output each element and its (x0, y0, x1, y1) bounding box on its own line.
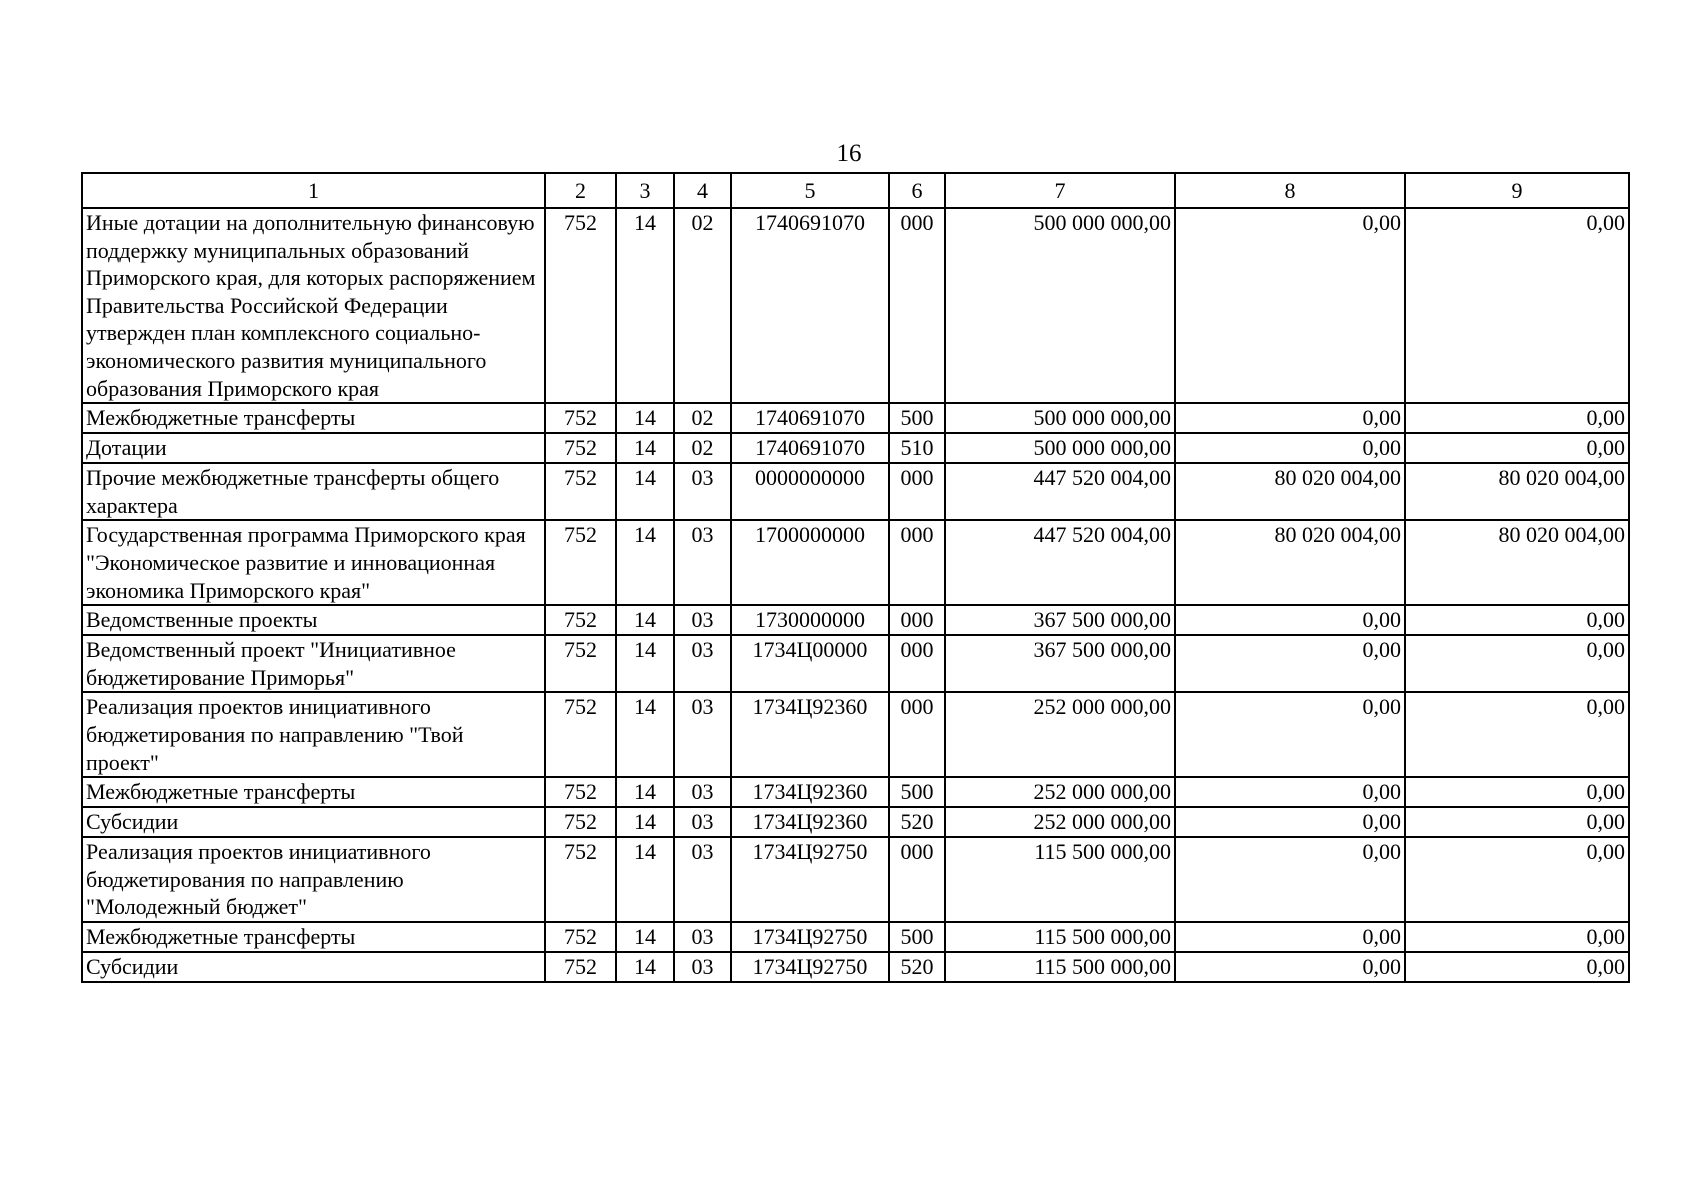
column-header: 9 (1405, 173, 1629, 208)
cell-ministry: 752 (545, 837, 616, 922)
table-row (82, 605, 1629, 635)
cell-expense-type: 510 (889, 433, 945, 463)
cell-amount-9: 80 020 004,00 (1405, 463, 1629, 520)
cell-amount-8: 0,00 (1175, 837, 1405, 922)
cell-section: 14 (616, 922, 674, 952)
table-row (82, 403, 1629, 433)
cell-amount-9: 0,00 (1405, 403, 1629, 433)
column-header: 3 (616, 173, 674, 208)
table-row (82, 463, 1629, 520)
cell-amount-8: 0,00 (1175, 777, 1405, 807)
cell-amount-7: 500 000 000,00 (945, 208, 1175, 403)
cell-amount-9: 0,00 (1405, 837, 1629, 922)
cell-expense-type: 000 (889, 635, 945, 692)
cell-section: 14 (616, 777, 674, 807)
cell-section: 14 (616, 635, 674, 692)
cell-amount-7: 115 500 000,00 (945, 952, 1175, 982)
row-name: Ведомственные проекты (82, 605, 545, 635)
table-row (82, 208, 1629, 403)
cell-subsection: 02 (674, 208, 731, 403)
cell-amount-9: 0,00 (1405, 635, 1629, 692)
cell-target-article: 1740691070 (731, 208, 889, 403)
cell-amount-7: 252 000 000,00 (945, 692, 1175, 777)
cell-expense-type: 000 (889, 837, 945, 922)
cell-section: 14 (616, 605, 674, 635)
cell-target-article: 1734Ц92750 (731, 837, 889, 922)
row-name: Субсидии (82, 807, 545, 837)
cell-ministry: 752 (545, 208, 616, 403)
column-header: 8 (1175, 173, 1405, 208)
cell-ministry: 752 (545, 952, 616, 982)
cell-amount-7: 252 000 000,00 (945, 807, 1175, 837)
cell-amount-8: 0,00 (1175, 692, 1405, 777)
cell-section: 14 (616, 807, 674, 837)
cell-section: 14 (616, 952, 674, 982)
cell-ministry: 752 (545, 635, 616, 692)
table-row (82, 922, 1629, 952)
table-row (82, 692, 1629, 777)
cell-section: 14 (616, 692, 674, 777)
cell-subsection: 03 (674, 807, 731, 837)
column-header: 2 (545, 173, 616, 208)
cell-amount-7: 367 500 000,00 (945, 635, 1175, 692)
table-row (82, 837, 1629, 922)
cell-expense-type: 500 (889, 777, 945, 807)
cell-amount-7: 252 000 000,00 (945, 777, 1175, 807)
column-header: 5 (731, 173, 889, 208)
page-number: 16 (836, 140, 862, 167)
table-row (82, 520, 1629, 605)
cell-target-article: 1740691070 (731, 403, 889, 433)
cell-ministry: 752 (545, 403, 616, 433)
cell-section: 14 (616, 463, 674, 520)
row-name: Прочие межбюджетные трансферты общего характера (82, 463, 545, 520)
cell-target-article: 1734Ц92750 (731, 952, 889, 982)
row-name: Иные дотации на дополнительную финансовую поддержку муниципальных образований Приморского края, для которых распоряжением Правительства Российской Федерации утвержден план комплексного социально-экономического развития муниципального образования Приморского края (82, 208, 545, 403)
row-name: Реализация проектов инициативного бюджетирования по направлению "Твой проект" (82, 692, 545, 777)
cell-subsection: 03 (674, 952, 731, 982)
row-name: Государственная программа Приморского края "Экономическое развитие и инновационная экономика Приморского края" (82, 520, 545, 605)
cell-target-article: 0000000000 (731, 463, 889, 520)
cell-amount-7: 500 000 000,00 (945, 433, 1175, 463)
cell-target-article: 1734Ц92750 (731, 922, 889, 952)
cell-amount-9: 80 020 004,00 (1405, 520, 1629, 605)
row-name: Реализация проектов инициативного бюджетирования по направлению "Молодежный бюджет" (82, 837, 545, 922)
cell-section: 14 (616, 837, 674, 922)
cell-subsection: 03 (674, 777, 731, 807)
row-name: Дотации (82, 433, 545, 463)
cell-expense-type: 500 (889, 922, 945, 952)
cell-target-article: 1700000000 (731, 520, 889, 605)
cell-amount-8: 0,00 (1175, 208, 1405, 403)
row-name: Межбюджетные трансферты (82, 403, 545, 433)
cell-subsection: 02 (674, 403, 731, 433)
cell-expense-type: 000 (889, 463, 945, 520)
table-row (82, 777, 1629, 807)
cell-target-article: 1734Ц92360 (731, 807, 889, 837)
cell-ministry: 752 (545, 605, 616, 635)
cell-amount-9: 0,00 (1405, 433, 1629, 463)
cell-ministry: 752 (545, 807, 616, 837)
cell-amount-8: 0,00 (1175, 952, 1405, 982)
table-row (82, 433, 1629, 463)
cell-amount-7: 115 500 000,00 (945, 837, 1175, 922)
cell-ministry: 752 (545, 520, 616, 605)
cell-amount-7: 367 500 000,00 (945, 605, 1175, 635)
cell-amount-9: 0,00 (1405, 952, 1629, 982)
cell-amount-9: 0,00 (1405, 922, 1629, 952)
cell-expense-type: 520 (889, 807, 945, 837)
cell-target-article: 1734Ц92360 (731, 777, 889, 807)
cell-amount-9: 0,00 (1405, 605, 1629, 635)
cell-target-article: 1740691070 (731, 433, 889, 463)
cell-expense-type: 000 (889, 692, 945, 777)
cell-expense-type: 000 (889, 520, 945, 605)
cell-subsection: 03 (674, 463, 731, 520)
cell-expense-type: 000 (889, 605, 945, 635)
table-row (82, 635, 1629, 692)
cell-ministry: 752 (545, 922, 616, 952)
cell-amount-9: 0,00 (1405, 807, 1629, 837)
column-number-row (82, 173, 1629, 208)
cell-target-article: 1734Ц92360 (731, 692, 889, 777)
cell-subsection: 02 (674, 433, 731, 463)
cell-amount-8: 80 020 004,00 (1175, 463, 1405, 520)
row-name: Межбюджетные трансферты (82, 922, 545, 952)
cell-section: 14 (616, 403, 674, 433)
cell-section: 14 (616, 208, 674, 403)
cell-amount-7: 447 520 004,00 (945, 520, 1175, 605)
cell-amount-8: 0,00 (1175, 922, 1405, 952)
cell-subsection: 03 (674, 635, 731, 692)
cell-ministry: 752 (545, 463, 616, 520)
table-row (82, 807, 1629, 837)
cell-ministry: 752 (545, 777, 616, 807)
cell-amount-8: 0,00 (1175, 635, 1405, 692)
cell-amount-7: 115 500 000,00 (945, 922, 1175, 952)
cell-amount-8: 0,00 (1175, 807, 1405, 837)
cell-subsection: 03 (674, 520, 731, 605)
row-name: Ведомственный проект "Инициативное бюджетирование Приморья" (82, 635, 545, 692)
cell-amount-8: 80 020 004,00 (1175, 520, 1405, 605)
cell-section: 14 (616, 433, 674, 463)
cell-subsection: 03 (674, 922, 731, 952)
cell-amount-8: 0,00 (1175, 433, 1405, 463)
cell-subsection: 03 (674, 605, 731, 635)
cell-expense-type: 000 (889, 208, 945, 403)
cell-expense-type: 520 (889, 952, 945, 982)
cell-ministry: 752 (545, 433, 616, 463)
cell-subsection: 03 (674, 692, 731, 777)
table-row (82, 952, 1629, 982)
column-header: 7 (945, 173, 1175, 208)
cell-expense-type: 500 (889, 403, 945, 433)
cell-ministry: 752 (545, 692, 616, 777)
cell-amount-9: 0,00 (1405, 208, 1629, 403)
cell-amount-8: 0,00 (1175, 605, 1405, 635)
cell-amount-7: 447 520 004,00 (945, 463, 1175, 520)
row-name: Межбюджетные трансферты (82, 777, 545, 807)
cell-target-article: 1730000000 (731, 605, 889, 635)
cell-amount-9: 0,00 (1405, 692, 1629, 777)
row-name: Субсидии (82, 952, 545, 982)
column-header: 6 (889, 173, 945, 208)
cell-section: 14 (616, 520, 674, 605)
column-header: 1 (82, 173, 545, 208)
cell-amount-7: 500 000 000,00 (945, 403, 1175, 433)
column-header: 4 (674, 173, 731, 208)
cell-amount-9: 0,00 (1405, 777, 1629, 807)
cell-target-article: 1734Ц00000 (731, 635, 889, 692)
cell-amount-8: 0,00 (1175, 403, 1405, 433)
budget-table (81, 172, 1630, 983)
cell-subsection: 03 (674, 837, 731, 922)
